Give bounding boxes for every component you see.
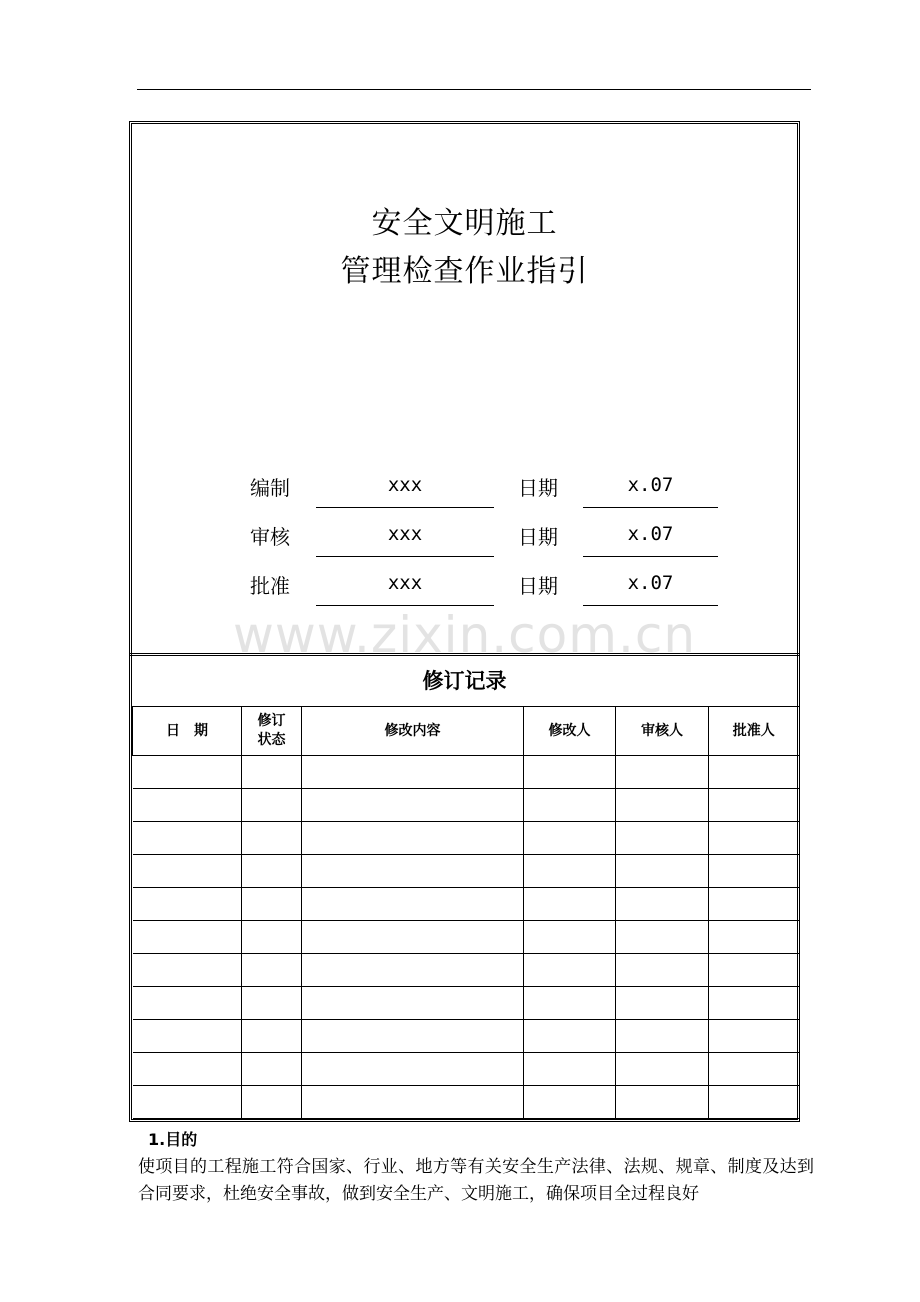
table-cell (302, 888, 524, 921)
table-cell (616, 1086, 709, 1119)
table-cell (302, 1086, 524, 1119)
table-row (133, 756, 799, 789)
table-row (133, 921, 799, 954)
table-cell (133, 987, 242, 1020)
sig-value-approved: xxx (387, 572, 423, 594)
table-cell (524, 1020, 616, 1053)
revision-header-row (133, 707, 799, 756)
table-cell (302, 954, 524, 987)
table-cell (133, 756, 242, 789)
table-cell (616, 921, 709, 954)
table-cell (616, 756, 709, 789)
table-cell (302, 789, 524, 822)
table-cell (709, 1086, 799, 1119)
table-cell (616, 822, 709, 855)
date-value: x.07 (627, 572, 674, 594)
table-row (133, 822, 799, 855)
date-line (583, 556, 718, 557)
table-cell (302, 1020, 524, 1053)
table-cell (133, 789, 242, 822)
table-cell (133, 1020, 242, 1053)
table-cell (709, 822, 799, 855)
table-cell (709, 921, 799, 954)
col-status: 修订 状态 (242, 707, 302, 756)
header-rule (137, 89, 811, 90)
table-cell (616, 1020, 709, 1053)
table-cell (616, 789, 709, 822)
table-cell (302, 822, 524, 855)
table-cell (616, 1053, 709, 1086)
body-paragraph: 使项目的工程施工符合国家、行业、地方等有关安全生产法律、法规、规章、制度及达到合同要求，杜绝安全事故，做到安全生产、文明施工，确保项目全过程良好 (138, 1157, 814, 1204)
revision-title: 修订记录 (422, 669, 507, 693)
table-cell (524, 987, 616, 1020)
col-date: 日 期 (133, 707, 242, 756)
col-modifier: 修改人 (524, 707, 616, 756)
table-cell (242, 888, 302, 921)
table-row (133, 1086, 799, 1119)
table-row (133, 855, 799, 888)
table-cell (133, 888, 242, 921)
table-cell (242, 756, 302, 789)
table-cell (524, 921, 616, 954)
table-cell (524, 888, 616, 921)
table-cell (302, 921, 524, 954)
date-value: x.07 (627, 523, 674, 545)
table-cell (242, 1053, 302, 1086)
table-cell (242, 954, 302, 987)
sig-line (316, 556, 494, 557)
table-cell (302, 855, 524, 888)
date-value: x.07 (627, 474, 674, 496)
table-cell (133, 954, 242, 987)
table-cell (524, 756, 616, 789)
table-cell (524, 1086, 616, 1119)
date-label: 日期 (518, 574, 558, 598)
table-cell (616, 987, 709, 1020)
date-label: 日期 (518, 476, 558, 500)
table-cell (133, 1086, 242, 1119)
cover-title-line2: 管理检查作业指引 (340, 254, 589, 289)
table-cell (242, 987, 302, 1020)
table-cell (709, 888, 799, 921)
table-cell (709, 987, 799, 1020)
table-cell (242, 822, 302, 855)
sig-value-reviewed: xxx (387, 523, 423, 545)
revision-table (132, 706, 799, 1119)
table-cell (302, 756, 524, 789)
table-row (133, 954, 799, 987)
table-cell (709, 1020, 799, 1053)
table-cell (709, 789, 799, 822)
table-row (133, 987, 799, 1020)
table-cell (242, 1086, 302, 1119)
table-cell (302, 1053, 524, 1086)
table-cell (524, 1053, 616, 1086)
table-cell (524, 855, 616, 888)
table-cell (133, 1053, 242, 1086)
table-cell (242, 855, 302, 888)
table-cell (616, 888, 709, 921)
table-cell (133, 855, 242, 888)
watermark: www.zixin.com.cn (232, 606, 697, 664)
table-cell (242, 921, 302, 954)
sig-line (316, 507, 494, 508)
table-row (133, 888, 799, 921)
table-cell (709, 954, 799, 987)
table-cell (242, 789, 302, 822)
table-cell (616, 855, 709, 888)
table-cell (616, 954, 709, 987)
table-cell (709, 756, 799, 789)
table-cell (302, 987, 524, 1020)
table-cell (242, 1020, 302, 1053)
table-cell (709, 1053, 799, 1086)
date-label: 日期 (518, 525, 558, 549)
section-heading: 1.目的 (148, 1130, 198, 1149)
table-cell (524, 789, 616, 822)
col-reviewer: 审核人 (616, 707, 709, 756)
table-cell (133, 921, 242, 954)
table-cell (524, 822, 616, 855)
col-approver: 批准人 (709, 707, 799, 756)
sig-label-approved: 批准 (250, 574, 290, 598)
sig-label-reviewed: 审核 (250, 525, 290, 549)
date-line (583, 507, 718, 508)
revision-body (133, 756, 799, 1119)
table-row (133, 1020, 799, 1053)
table-cell (524, 954, 616, 987)
table-cell (133, 822, 242, 855)
table-row (133, 789, 799, 822)
cover-title-line1: 安全文明施工 (371, 206, 558, 241)
table-cell (709, 855, 799, 888)
col-content: 修改内容 (302, 707, 524, 756)
sig-label-compiled: 编制 (250, 476, 290, 500)
sig-value-compiled: xxx (387, 474, 423, 496)
table-row (133, 1053, 799, 1086)
